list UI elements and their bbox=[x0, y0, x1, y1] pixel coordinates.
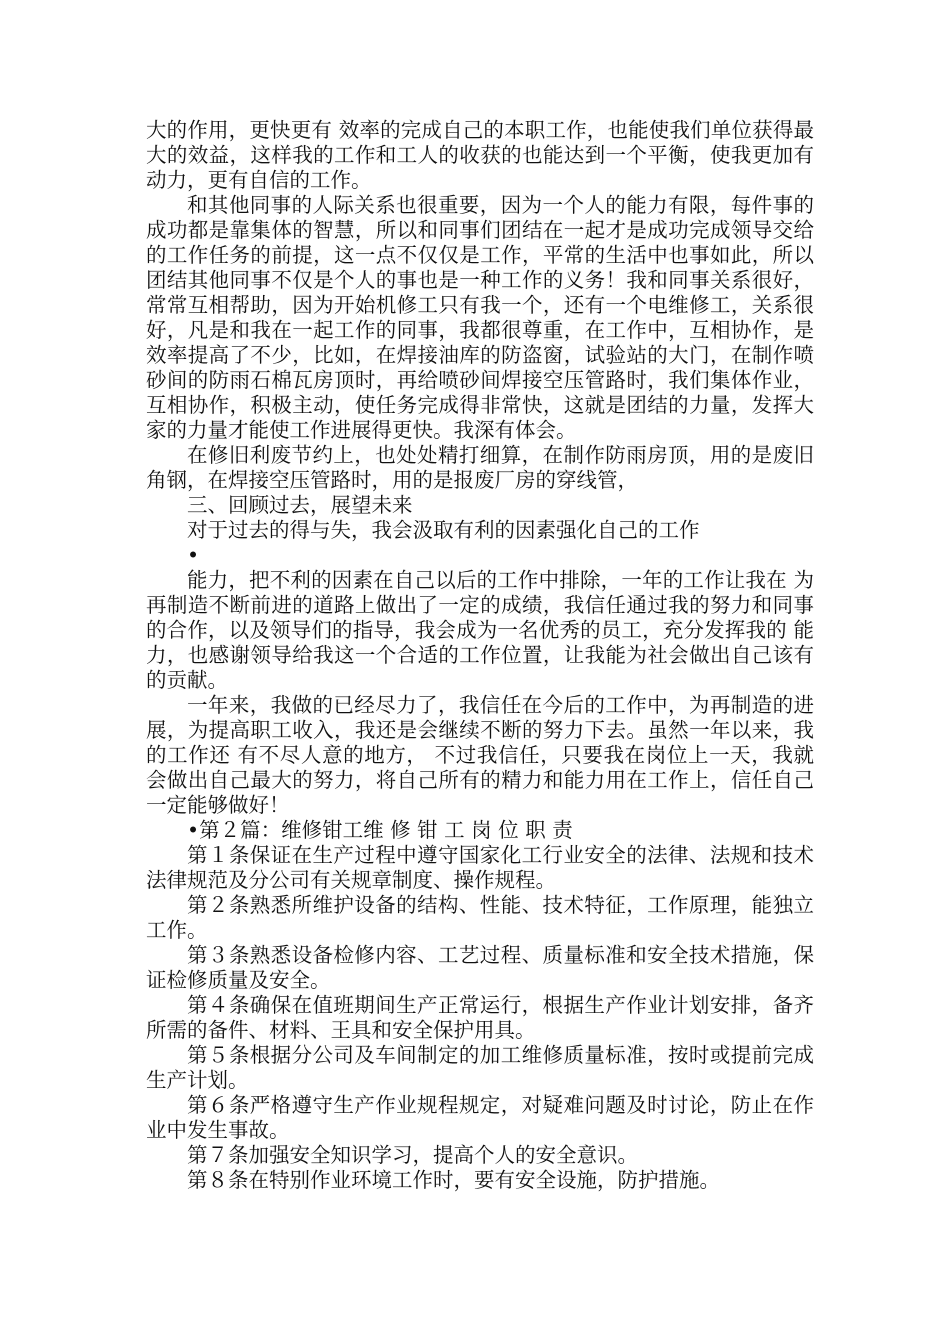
paragraph-saving: 在修旧利废节约上，也处处精打细算，在制作防雨房顶，用的是废旧角钢，在焊接空压管路时，用的是报废厂房的穿线管， bbox=[146, 443, 814, 492]
paragraph-colleague-relations: 和其他同事的人际关系也很重要，因为一个人的能力有限，每件事的成功都是靠集体的智慧，所以和同事们团结在一起才是成功完成领导交给的工作任务的前提，这一点不仅仅是工作，平常的生活中也事如此，所以团结其他同事不仅是个人的事也是一种工作的义务！我和同事关系很好，常常互相帮助，因为开始机修工只有我一个，还有一个电维修工，关系很好，凡是和我在一起工作的同事，我都很尊重，在工作中，互相协作，是效率提高了不少，比如，在焊接油库的防盗窗，试验站的大门，在制作喷砂间的防雨石棉瓦房顶时，再给喷砂间焊接空压管路时，我们集体作业，互相协作，积极主动，使任务完成得非常快，这就是团结的力量，发挥大家的力量才能使工作进展得更快。我深有体会。 bbox=[146, 193, 814, 442]
article-6: 第６条严格遵守生产作业规程规定，对疑难问题及时讨论，防止在作业中发生事故。 bbox=[146, 1093, 814, 1142]
article-4: 第４条确保在值班期间生产正常运行，根据生产作业计划安排，备齐所需的备件、材料、王具和安全保护用具。 bbox=[146, 993, 814, 1042]
paragraph-continuation: 大的作用，更快更有 效率的完成自己的本职工作，也能使我们单位获得最大的效益，这样我的工作和工人的收获的也能达到一个平衡，使我更加有动力，更有自信的工作。 bbox=[146, 118, 814, 192]
article-5: 第５条根据分公司及车间制定的加工维修质量标准，按时或提前完成生产计划。 bbox=[146, 1043, 814, 1092]
bullet-icon: • bbox=[187, 543, 200, 567]
section-heading-review: 三、回顾过去，展望未来 bbox=[187, 493, 413, 517]
article-7: 第７条加强安全知识学习，提高个人的安全意识。 bbox=[187, 1143, 638, 1167]
document-page bbox=[146, 118, 814, 1193]
paragraph-year-summary: 一年来，我做的已经尽力了，我信任在今后的工作中，为再制造的进展，为提高职工收入，我还是会继续不断的努力下去。虽然一年以来，我的工作还 有不尽人意的地方， 不过我信任，只要我在岗位上一天，我就会做出自己最大的努力，将自己所有的精力和能力用在工作上，信任自己一定能够做好！ bbox=[146, 693, 814, 817]
bullet-line bbox=[146, 543, 814, 568]
article-8: 第８条在特别作业环境工作时，要有安全设施，防护措施。 bbox=[187, 1168, 720, 1192]
article-2: 第２条熟悉所维护设备的结构、性能、技术特征，工作原理，能独立工作。 bbox=[146, 893, 814, 942]
paragraph-ability: 能力，把不利的因素在自己以后的工作中排除，一年的工作让我在 为再制造不断前进的道路上做出了一定的成绩，我信任通过我的努力和同事的合作，以及领导们的指导，我会成为一名优秀的员工，充分发挥我的 能力，也感谢领导给我这一个合适的工作位置，让我能为社会做出自己该有的贡献。 bbox=[146, 568, 814, 692]
article-1: 第１条保证在生产过程中遵守国家化工行业安全的法律、法规和技术法律规范及分公司有关规章制度、操作规程。 bbox=[146, 843, 814, 892]
paragraph-past-gains: 对于过去的得与失，我会汲取有利的因素强化自己的工作 bbox=[187, 518, 700, 542]
article-3: 第３条熟悉设备检修内容、工艺过程、质量标准和安全技术措施，保证检修质量及安全。 bbox=[146, 943, 814, 992]
chapter-heading-fitter-duties: •第２篇：维修钳工维 修 钳 工 岗 位 职 责 bbox=[187, 818, 573, 842]
